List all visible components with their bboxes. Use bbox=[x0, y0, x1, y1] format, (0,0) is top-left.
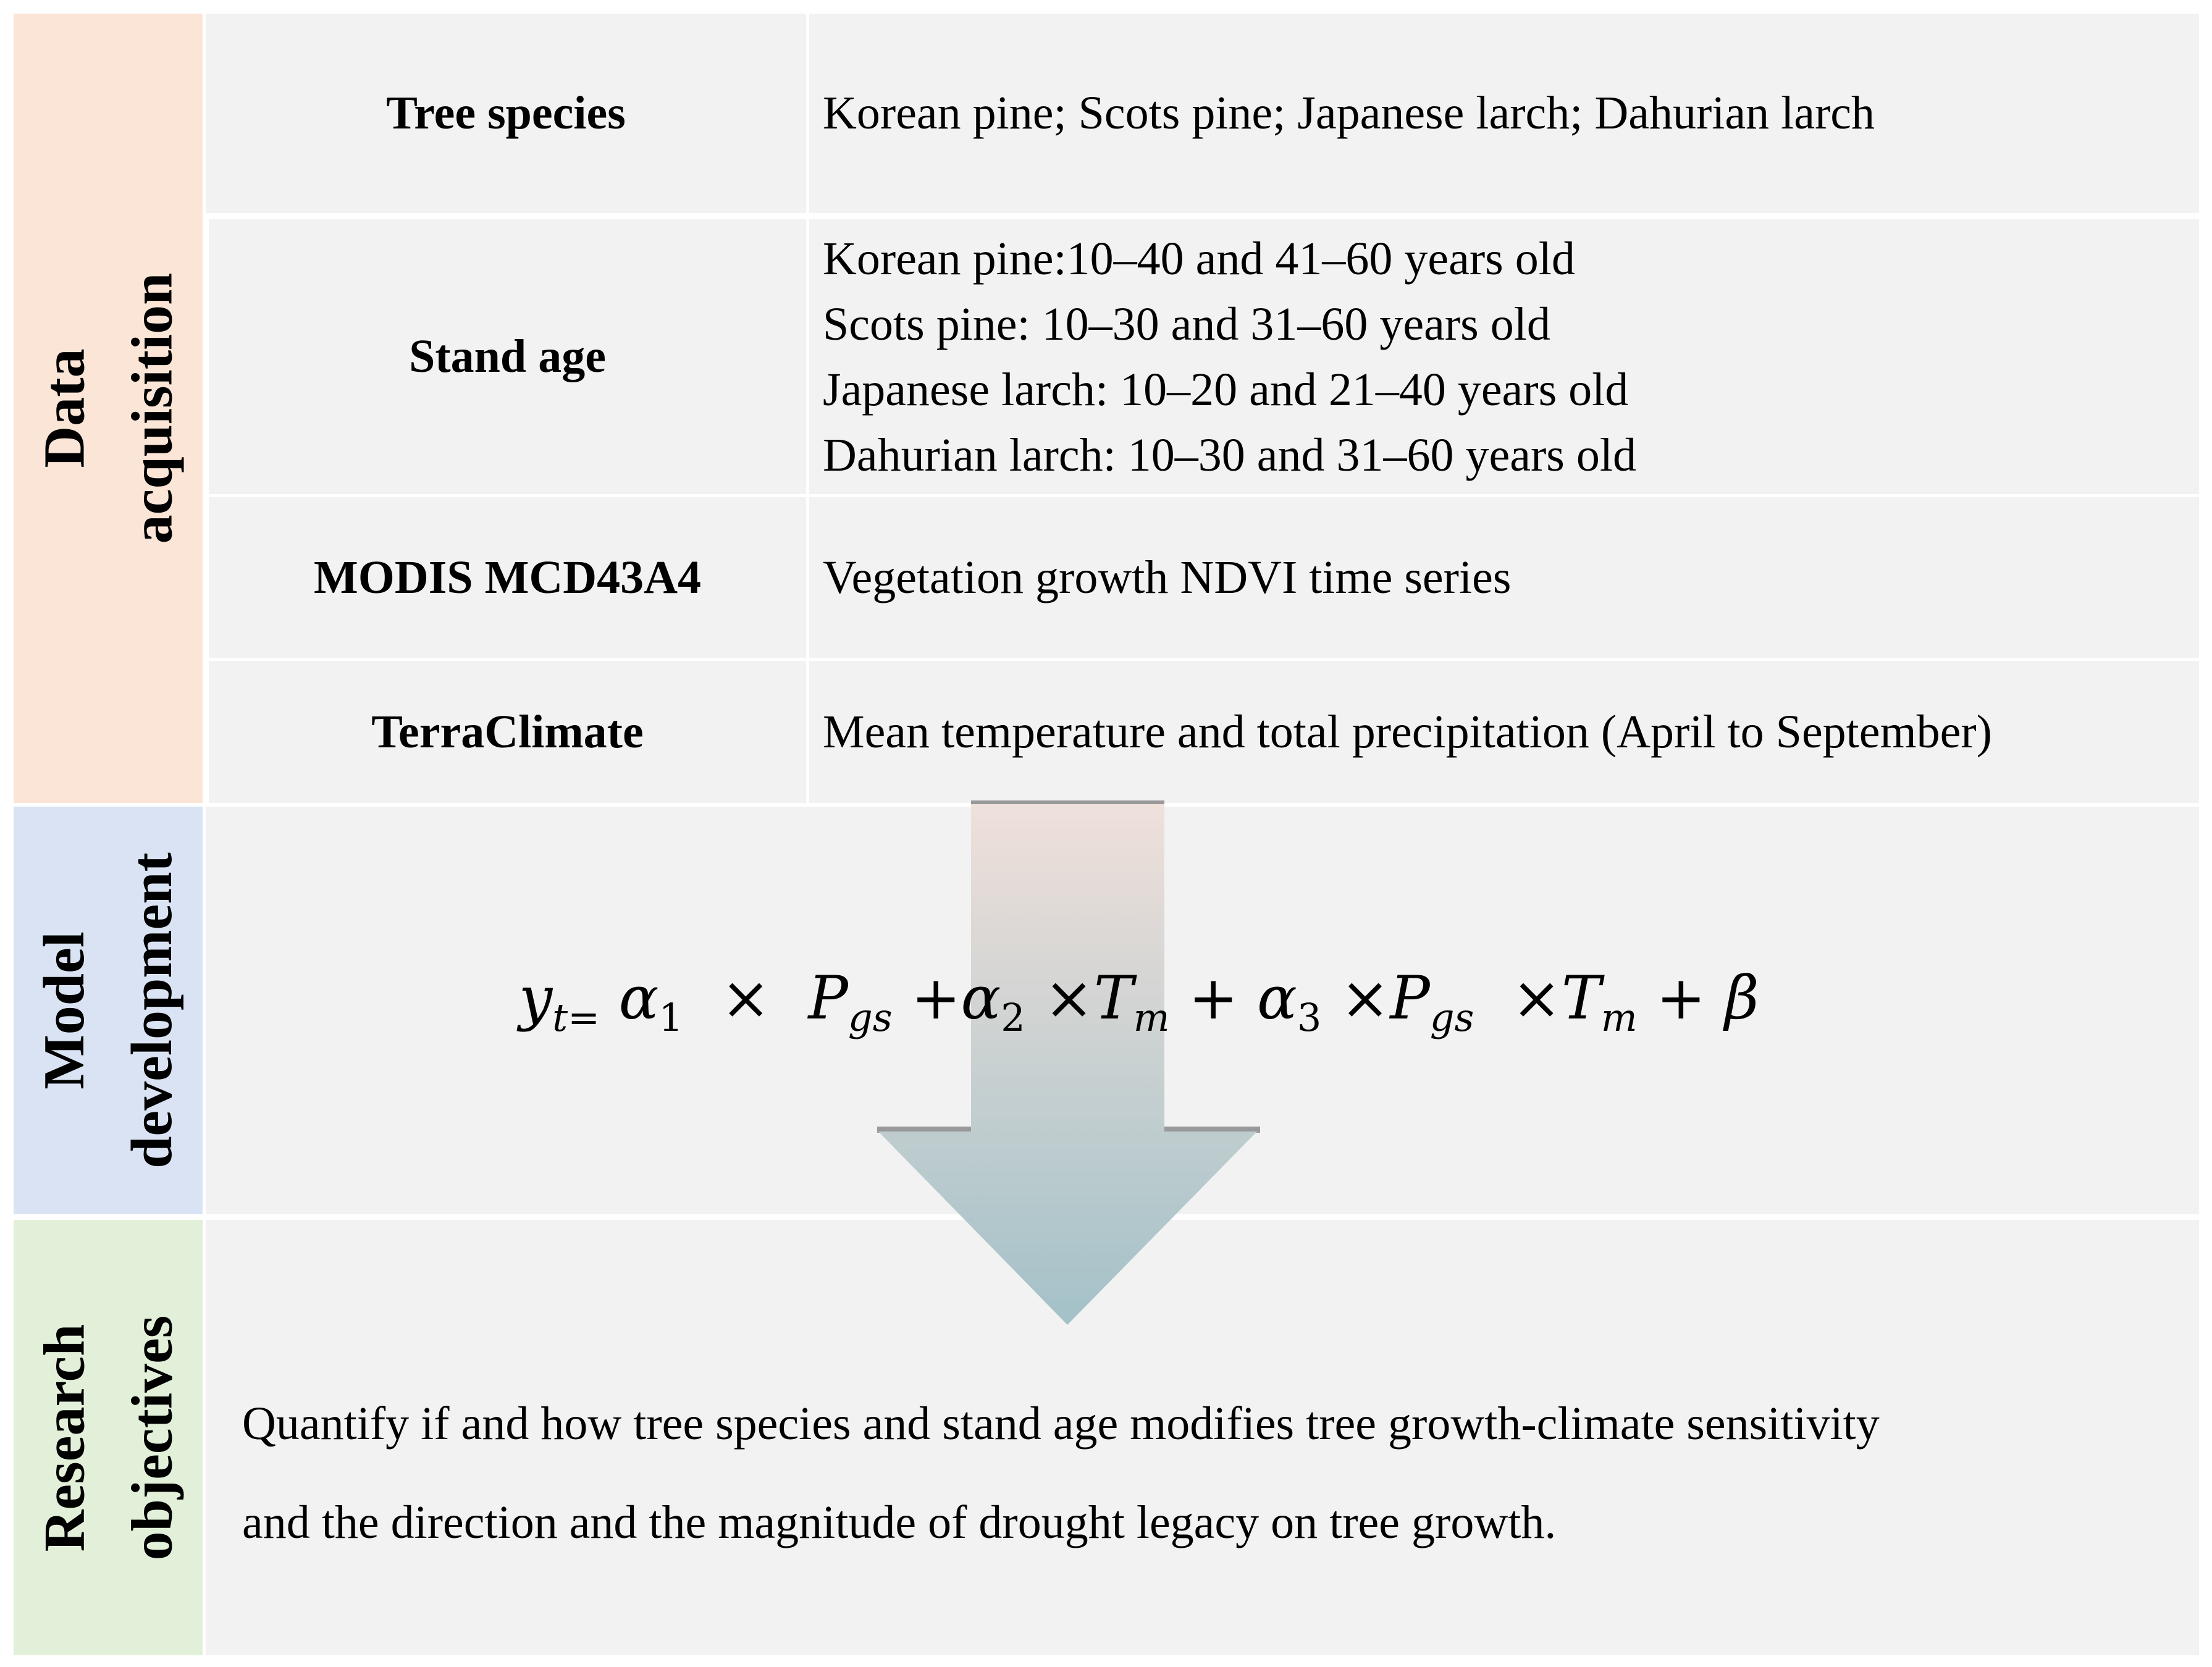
eq-sub: 1 bbox=[658, 995, 683, 1041]
eq-plus: + bbox=[911, 964, 961, 1033]
eq-times: × bbox=[1340, 964, 1390, 1033]
model-equation bbox=[519, 964, 1759, 1040]
model-development-band bbox=[14, 807, 203, 1214]
row-value-terraclimate bbox=[809, 661, 2199, 803]
stand-age-line: Korean pine:10–40 and 41–60 years old bbox=[823, 232, 1575, 285]
objective-line: Quantify if and how tree species and stand age modifies tree growth-climate sensitivity bbox=[242, 1398, 1880, 1450]
eq-sub: m bbox=[1600, 995, 1638, 1041]
data-acquisition-band bbox=[14, 14, 203, 803]
row-value-stand-age bbox=[809, 219, 2199, 494]
section-title-line2: acquisition bbox=[120, 272, 185, 544]
row-label-modis bbox=[209, 497, 806, 658]
eq-sub: gs bbox=[1429, 995, 1474, 1041]
section-title-line2: objectives bbox=[120, 1315, 184, 1560]
eq-sub: m bbox=[1133, 995, 1170, 1041]
stand-age-line: Japanese larch: 10–20 and 21–40 years old bbox=[823, 363, 1629, 416]
stand-age-line: Dahurian larch: 10–30 and 31–60 years old bbox=[823, 429, 1636, 481]
eq-T: T bbox=[1561, 964, 1601, 1033]
eq-P: P bbox=[808, 964, 848, 1033]
arrow-shape bbox=[878, 804, 1257, 1325]
eq-plus: + bbox=[1188, 964, 1238, 1033]
eq-alpha: α bbox=[618, 964, 659, 1033]
section-title-line1: Data bbox=[32, 348, 97, 468]
eq-sub: 3 bbox=[1297, 995, 1322, 1041]
objective-line: and the direction and the magnitude of drought legacy on tree growth. bbox=[242, 1497, 1557, 1548]
eq-y: y bbox=[519, 964, 553, 1033]
label-text: Tree species bbox=[386, 87, 626, 139]
row-value-modis bbox=[809, 497, 2199, 658]
research-objectives-band bbox=[14, 1220, 203, 1655]
section-title-line1: Research bbox=[32, 1324, 96, 1552]
section-title-line1: Model bbox=[32, 931, 97, 1090]
eq-sub: 2 bbox=[1001, 995, 1025, 1041]
eq-beta: β bbox=[1725, 964, 1759, 1033]
label-text: MODIS MCD43A4 bbox=[314, 551, 701, 603]
down-arrow-icon bbox=[865, 797, 1272, 1340]
label-text: Stand age bbox=[409, 330, 606, 382]
eq-times: × bbox=[720, 964, 771, 1033]
row-label-stand-age bbox=[209, 219, 806, 494]
eq-alpha: α bbox=[961, 964, 1001, 1033]
eq-times: × bbox=[1044, 964, 1094, 1033]
eq-times: × bbox=[1512, 964, 1562, 1033]
eq-P: P bbox=[1390, 964, 1430, 1033]
research-objective-text bbox=[242, 1374, 2188, 1572]
label-text: TerraClimate bbox=[371, 705, 644, 758]
eq-sub: t= bbox=[552, 995, 600, 1041]
eq-sub: gs bbox=[848, 995, 893, 1041]
value-text: Mean temperature and total precipitation (April to September) bbox=[823, 705, 1992, 758]
stand-age-line: Scots pine: 10–30 and 31–60 years old bbox=[823, 298, 1550, 350]
eq-T: T bbox=[1093, 964, 1133, 1033]
row-label-terraclimate bbox=[209, 661, 806, 803]
section-title-line2: development bbox=[120, 852, 185, 1169]
row-value-tree-species bbox=[809, 14, 2199, 213]
row-label-tree-species bbox=[206, 14, 806, 213]
value-text: Vegetation growth NDVI time series bbox=[823, 551, 1512, 603]
value-text: Korean pine; Scots pine; Japanese larch; Dahurian larch bbox=[823, 87, 1875, 139]
eq-alpha: α bbox=[1257, 964, 1297, 1033]
eq-plus: + bbox=[1656, 964, 1706, 1033]
